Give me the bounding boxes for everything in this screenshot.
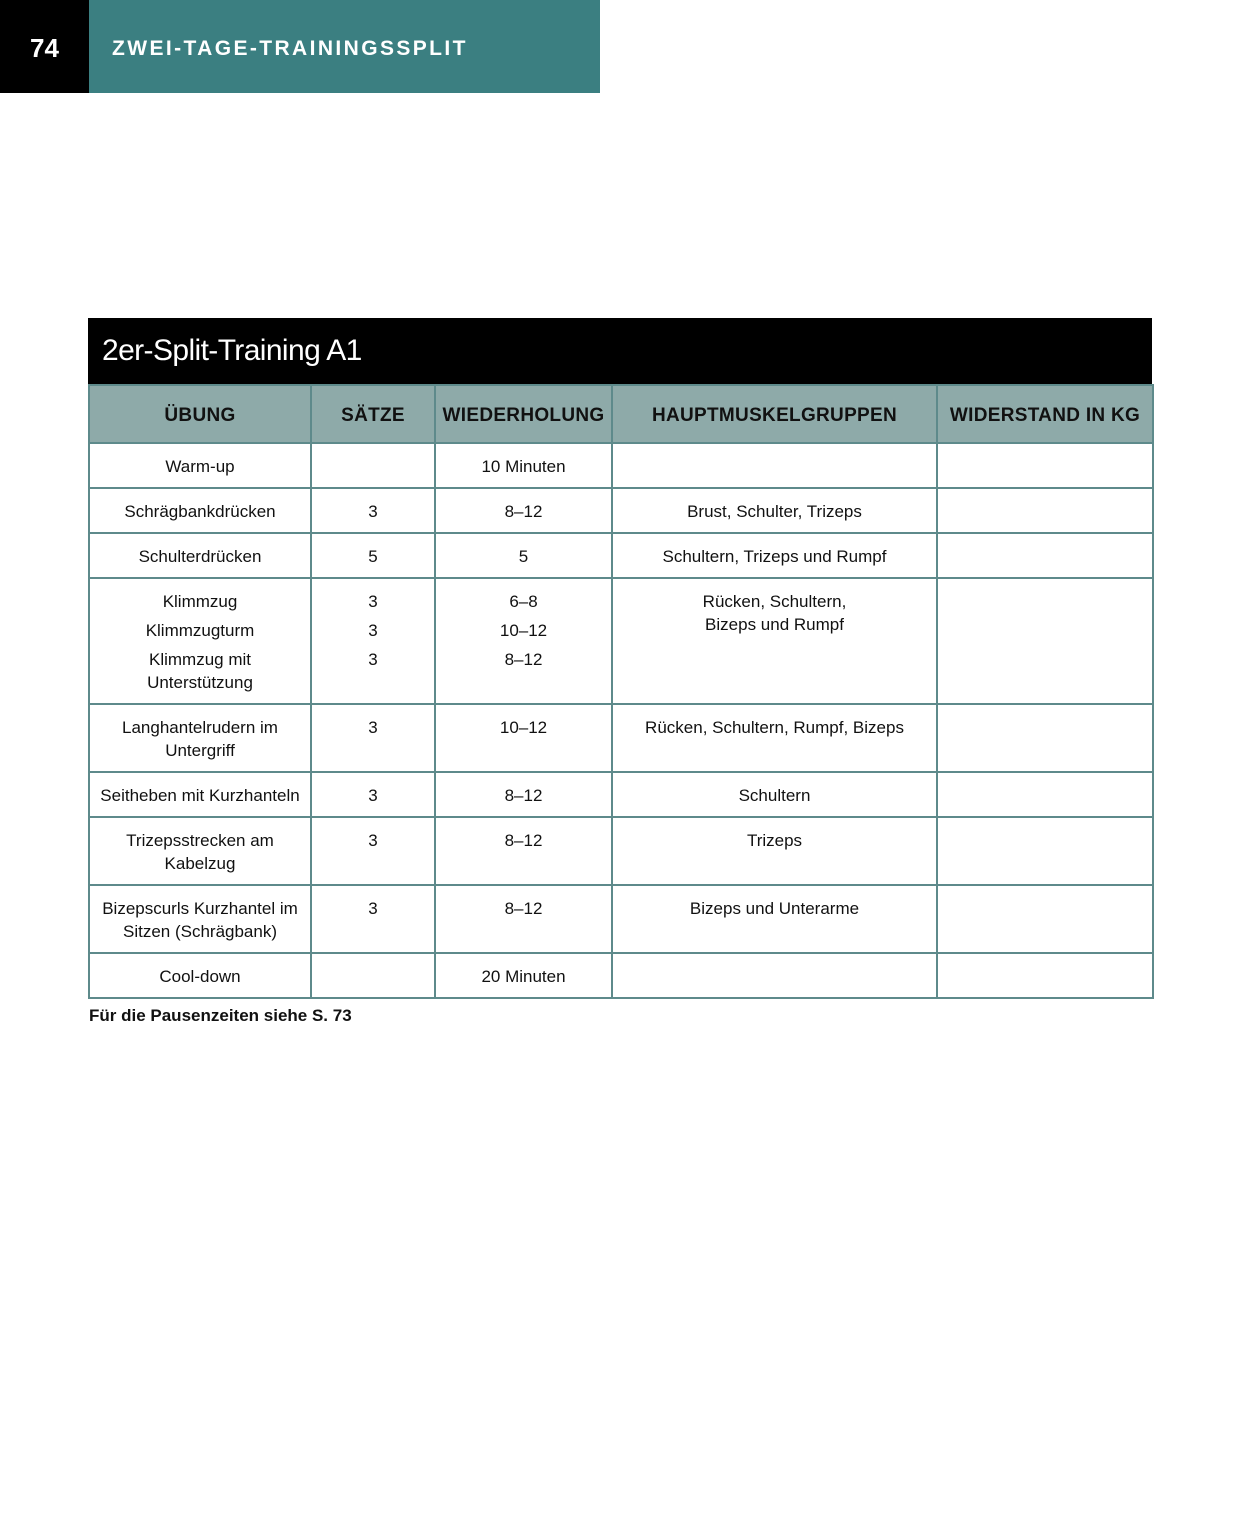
column-header-wiederholung: WIEDERHOLUNG [435, 385, 612, 443]
cell-line: 10–12 [499, 621, 548, 640]
cell-line: 6–8 [509, 592, 538, 611]
cell-uebung: Schrägbankdrücken [89, 488, 311, 533]
cell-line: Klimmzugturm [145, 621, 255, 640]
cell-line: Trizepsstrecken am [126, 831, 274, 850]
cell-line: 3 [368, 650, 378, 669]
cell-widerstand [937, 533, 1153, 578]
cell-wiederholung: 20 Minuten [435, 953, 612, 998]
cell-line: Bizepscurls Kurzhantel im [102, 899, 298, 918]
cell-wiederholung: 8–12 [435, 885, 612, 953]
cell-line: Unterstützung [147, 673, 253, 692]
training-table [88, 384, 1154, 999]
cell-line: 3 [368, 592, 378, 611]
cell-muskelgruppen: Schultern [612, 772, 937, 817]
column-header-uebung: ÜBUNG [89, 385, 311, 443]
cell-widerstand [937, 817, 1153, 885]
cell-uebung [89, 817, 311, 885]
cell-line: 8–12 [504, 650, 543, 669]
cell-muskelgruppen: Brust, Schulter, Trizeps [612, 488, 937, 533]
cell-saetze: 3 [311, 488, 435, 533]
cell-saetze: 3 [311, 704, 435, 772]
cell-wiederholung: 8–12 [435, 488, 612, 533]
cell-line: Sitzen (Schrägbank) [122, 922, 278, 941]
cell-line: 3 [368, 621, 378, 640]
cell-wiederholung: 8–12 [435, 772, 612, 817]
cell-muskelgruppen: Schultern, Trizeps und Rumpf [612, 533, 937, 578]
cell-muskelgruppen [612, 953, 937, 998]
cell-wiederholung: 10 Minuten [435, 443, 612, 488]
table-row [89, 704, 1153, 772]
cell-muskelgruppen: Trizeps [612, 817, 937, 885]
cell-widerstand [937, 704, 1153, 772]
cell-wiederholung: 5 [435, 533, 612, 578]
cell-widerstand [937, 578, 1153, 704]
cell-uebung: Warm-up [89, 443, 311, 488]
cell-saetze [311, 578, 435, 704]
cell-muskelgruppen: Bizeps und Unterarme [612, 885, 937, 953]
table-row [89, 578, 1153, 704]
cell-muskelgruppen [612, 443, 937, 488]
table-header-row [89, 385, 1153, 443]
cell-line: Klimmzug mit [148, 650, 251, 669]
cell-wiederholung [435, 578, 612, 704]
column-header-widerstand: WIDERSTAND IN KG [937, 385, 1153, 443]
column-header-muskelgruppen: HAUPTMUSKELGRUPPEN [612, 385, 937, 443]
table-row [89, 533, 1153, 578]
cell-line: Rücken, Schultern, [702, 592, 847, 611]
table-row [89, 443, 1153, 488]
cell-line: Langhantelrudern im [122, 718, 278, 737]
cell-line: Bizeps und Rumpf [705, 615, 844, 634]
cell-muskelgruppen: Rücken, Schultern, Rumpf, Bizeps [612, 704, 937, 772]
cell-uebung [89, 885, 311, 953]
cell-line: Kabelzug [164, 854, 236, 873]
cell-line: Klimmzug [162, 592, 238, 611]
cell-widerstand [937, 885, 1153, 953]
page-header [0, 0, 600, 93]
table-row [89, 817, 1153, 885]
cell-line: Untergriff [165, 741, 235, 760]
table-row [89, 488, 1153, 533]
training-table-block [88, 318, 1152, 999]
cell-uebung: Schulterdrücken [89, 533, 311, 578]
cell-saetze [311, 443, 435, 488]
cell-widerstand [937, 772, 1153, 817]
cell-saetze: 3 [311, 772, 435, 817]
table-row [89, 953, 1153, 998]
running-title: ZWEI-TAGE-TRAININGSSPLIT [89, 0, 600, 93]
footnote: Für die Pausenzeiten siehe S. 73 [89, 1006, 352, 1025]
column-header-saetze: SÄTZE [311, 385, 435, 443]
cell-saetze: 5 [311, 533, 435, 578]
cell-uebung [89, 578, 311, 704]
table-row [89, 772, 1153, 817]
cell-widerstand [937, 953, 1153, 998]
cell-uebung: Seitheben mit Kurzhanteln [89, 772, 311, 817]
cell-widerstand [937, 488, 1153, 533]
table-row [89, 885, 1153, 953]
cell-widerstand [937, 443, 1153, 488]
table-title: 2er-Split-Training A1 [88, 318, 1152, 384]
cell-saetze: 3 [311, 885, 435, 953]
cell-muskelgruppen [612, 578, 937, 704]
cell-saetze [311, 953, 435, 998]
page-number: 74 [0, 0, 89, 93]
cell-wiederholung: 8–12 [435, 817, 612, 885]
cell-wiederholung: 10–12 [435, 704, 612, 772]
cell-uebung: Cool-down [89, 953, 311, 998]
cell-saetze: 3 [311, 817, 435, 885]
cell-uebung [89, 704, 311, 772]
